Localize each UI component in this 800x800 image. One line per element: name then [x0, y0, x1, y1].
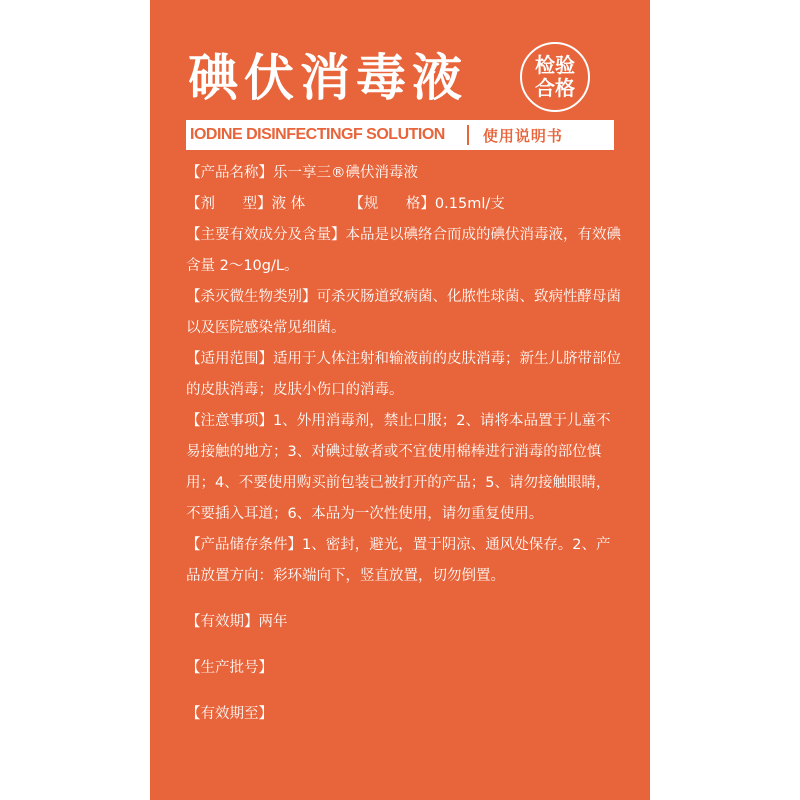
field-batch-number [186, 653, 622, 684]
english-product-name: IODINE DISINFECTINGF SOLUTION [190, 126, 445, 143]
field-product-name [186, 158, 622, 189]
instruction-card [150, 0, 650, 800]
field-label: 【主要有效成分及含量】 [186, 227, 346, 243]
field-value: 1、密封，避光，置于阴凉、通风处保存。2、产品放置方向：彩环端向下，竖直放置，切勿倒置。 [186, 537, 611, 584]
field-value: 液 体 [271, 196, 306, 212]
field-value: 本品是以碘络合而成的碘伏消毒液，有效碘含量 2～10g/L。 [186, 227, 621, 274]
field-value: 两年 [258, 614, 288, 630]
field-label: 【杀灭微生物类别】 [186, 289, 317, 305]
field-label: 【产品名称】 [186, 165, 273, 181]
field-form-spec [186, 189, 622, 220]
badge-line-2: 合格 [535, 76, 575, 100]
field-label: 【生产批号】 [186, 660, 273, 676]
field-storage [186, 530, 622, 592]
field-label: 【产品储存条件】 [186, 537, 302, 553]
field-value: 1、外用消毒剂，禁止口服；2、请将本品置于儿童不易接触的地方；3、对碘过敏者或不宜使用棉棒进行消毒的部位慎用；4、不要使用购买前包装已被打开的产品；5、请勿接触眼睛，不要插入耳道；6、本品为一次性使用，请勿重复使用。 [186, 413, 611, 522]
product-title: 碘伏消毒液 [188, 49, 468, 107]
field-expiry-date [186, 699, 622, 730]
field-label: 【有效期至】 [186, 706, 273, 722]
field-validity [186, 607, 622, 638]
badge-line-1: 检验 [535, 53, 575, 77]
field-value: 适用于人体注射和输液前的皮肤消毒；新生儿脐带部位的皮肤消毒；皮肤小伤口的消毒。 [186, 351, 621, 398]
bar-divider [467, 125, 469, 145]
field-label: 【有效期】 [186, 614, 259, 630]
field-scope [186, 344, 622, 406]
inspection-passed-badge [520, 42, 590, 112]
instruction-content [186, 158, 622, 730]
field-microbes [186, 282, 622, 344]
field-value: 乐一享三®碘伏消毒液 [273, 165, 418, 181]
manual-label: 使用说明书 [482, 126, 563, 145]
field-label: 【适用范围】 [186, 351, 273, 367]
field-ingredients [186, 220, 622, 282]
field-value: 0.15ml/支 [434, 196, 505, 212]
field-notes [186, 406, 622, 530]
field-label: 【剂 型】 [186, 196, 272, 212]
field-label: 【规 格】 [349, 196, 435, 212]
field-label: 【注意事项】 [186, 413, 273, 429]
field-value: 可杀灭肠道致病菌、化脓性球菌、致病性酵母菌以及医院感染常见细菌。 [186, 289, 621, 336]
subtitle-bar [186, 120, 614, 150]
